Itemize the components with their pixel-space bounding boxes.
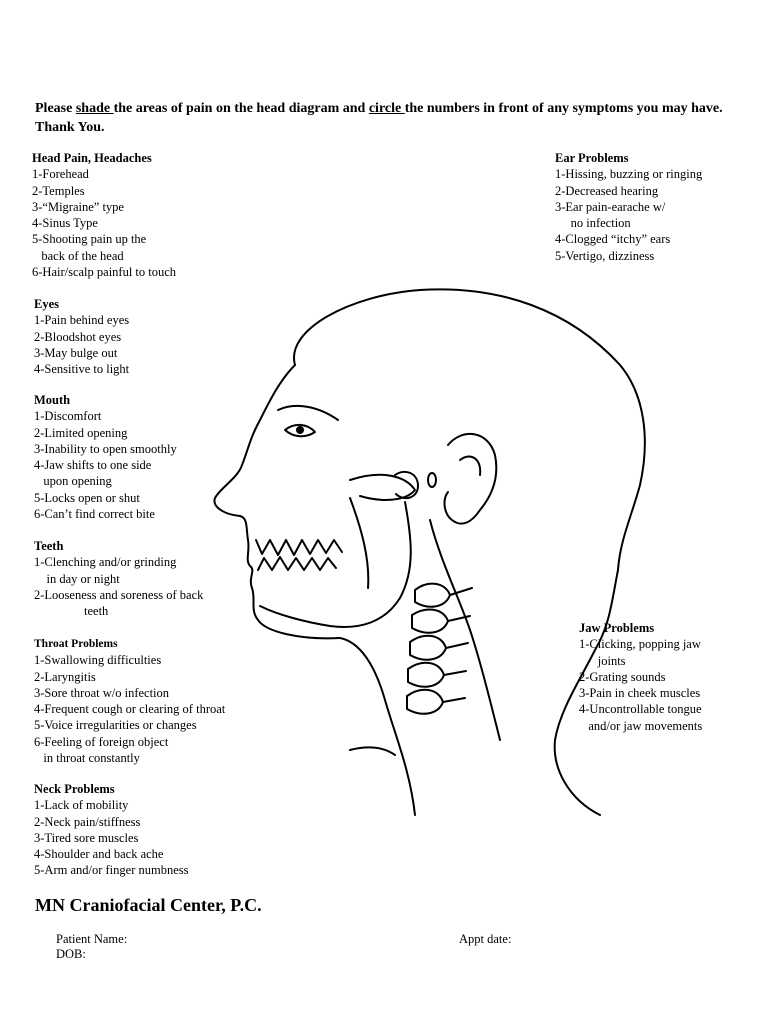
instructions-text: the areas of pain on the head diagram and [113,101,369,116]
head-diagram[interactable] [200,270,660,830]
symptom-item[interactable]: 1-Lack of mobility [34,798,129,813]
symptom-item[interactable]: 3-“Migraine” type [32,199,124,214]
eyes-heading: Eyes [34,297,59,311]
tmj-joint [395,472,418,498]
symptom-item[interactable]: no infection [555,216,631,231]
symptom-item[interactable]: 6-Hair/scalp painful to touch [32,265,177,280]
symptom-item[interactable]: teeth [34,604,109,619]
jaw-problems-heading: Jaw Problems [579,621,655,635]
symptom-item[interactable]: 5-Shooting pain up the [32,232,147,247]
symptom-item[interactable]: 3-Inability to open smoothly [34,441,177,456]
ear-problems-heading: Ear Problems [555,151,629,165]
symptom-item[interactable]: 5-Arm and/or finger numbness [34,863,189,878]
symptom-item[interactable]: 2-Laryngitis [34,669,96,684]
symptom-item[interactable]: 1-Discomfort [34,409,102,424]
instructions-circle-word: circle [368,101,405,116]
head-pain-section [32,150,176,280]
symptom-item[interactable]: 2-Bloodshot eyes [34,329,122,344]
head-outline [294,289,645,570]
vertebra [415,584,450,607]
mouth-section [34,392,177,522]
symptom-item[interactable]: 1-Clicking, popping jaw [579,637,701,652]
symptom-item[interactable]: 5-Locks open or shut [34,490,140,505]
upper-teeth [256,540,342,555]
dob-label: DOB: [56,947,86,961]
vertebra [412,609,448,632]
ear-inner [460,456,480,475]
ear-icon [445,434,497,524]
symptom-item[interactable]: 2-Temples [32,183,85,198]
symptom-item[interactable]: 4-Sinus Type [32,216,98,231]
symptom-item[interactable]: 4-Jaw shifts to one side [34,458,152,473]
instructions [35,99,735,137]
face-profile [214,365,340,638]
symptom-item[interactable]: in day or night [34,571,120,586]
symptom-item[interactable]: 2-Neck pain/stiffness [34,814,141,829]
clavicle [350,748,395,755]
back-neck-line [555,570,618,815]
ear-problems-section [555,150,702,264]
symptom-item[interactable]: 3-Sore throat w/o infection [34,685,170,700]
symptom-item[interactable]: 2-Limited opening [34,425,128,440]
symptom-item[interactable]: 4-Frequent cough or clearing of throat [34,702,226,717]
eyes-section [34,296,129,377]
symptom-item[interactable]: 4-Uncontrollable tongue [579,702,702,717]
symptom-item[interactable]: 2-Looseness and soreness of back [34,587,204,602]
symptom-item[interactable]: joints [579,653,626,668]
symptom-item[interactable]: back of the head [32,248,124,263]
symptom-item[interactable]: 4-Clogged “itchy” ears [555,232,671,247]
symptom-item[interactable]: 3-Pain in cheek muscles [579,686,701,701]
symptom-item[interactable]: 6-Can’t find correct bite [34,507,155,522]
patient-name-label: Patient Name: [56,932,128,946]
symptom-item[interactable]: 6-Feeling of foreign object [34,734,169,749]
cheekbone [350,475,415,500]
instructions-text: Please [35,101,76,116]
brow [278,406,338,420]
symptom-item[interactable]: 3-Ear pain-earache w/ [555,199,666,214]
symptom-item[interactable]: and/or jaw movements [579,718,703,733]
instructions-text: the numbers in front of any symptoms you may have. Thank You. [35,101,723,135]
spinous-process [443,588,472,702]
throat-problems-heading: Throat Problems [34,638,118,650]
symptom-item[interactable]: in throat constantly [34,751,140,766]
mouth-heading: Mouth [34,393,71,407]
neck-problems-heading: Neck Problems [34,782,115,796]
vertebra [407,690,443,714]
appt-date-label: Appt date: [459,932,512,946]
symptom-item[interactable]: 1-Pain behind eyes [34,313,130,328]
head-pain-heading: Head Pain, Headaches [32,151,152,165]
mandible-ramus [350,498,368,588]
instructions-shade-word: shade [75,101,114,116]
symptom-item[interactable]: 5-Voice irregularities or changes [34,718,197,733]
lower-teeth [258,557,336,570]
teeth-section [34,538,203,619]
symptom-item[interactable]: 3-Tired sore muscles [34,830,139,845]
clinic-name: MN Craniofacial Center, P.C. [35,895,262,915]
ear-canal [428,473,436,487]
symptom-item[interactable]: 1-Forehead [32,167,89,182]
symptom-item[interactable]: 1-Swallowing difficulties [34,653,162,668]
symptom-item[interactable]: 4-Sensitive to light [34,362,130,377]
vertebra [410,636,446,660]
pupil [297,427,303,433]
front-neck-line [340,638,415,815]
throat-problems-section [34,636,225,766]
symptom-item[interactable]: 4-Shoulder and back ache [34,847,164,862]
symptom-item[interactable]: upon opening [34,474,112,489]
symptom-item[interactable]: 2-Decreased hearing [555,183,659,198]
symptom-item[interactable]: 2-Grating sounds [579,669,666,684]
symptom-item[interactable]: 1-Clenching and/or grinding [34,555,177,570]
neck-problems-section [34,781,188,879]
teeth-heading: Teeth [34,539,64,553]
symptom-item[interactable]: 3-May bulge out [34,345,118,360]
symptom-item[interactable]: 1-Hissing, buzzing or ringing [555,167,703,182]
mandible [260,502,411,627]
vertebra [408,663,444,687]
symptom-item[interactable]: 5-Vertigo, dizziness [555,248,655,263]
